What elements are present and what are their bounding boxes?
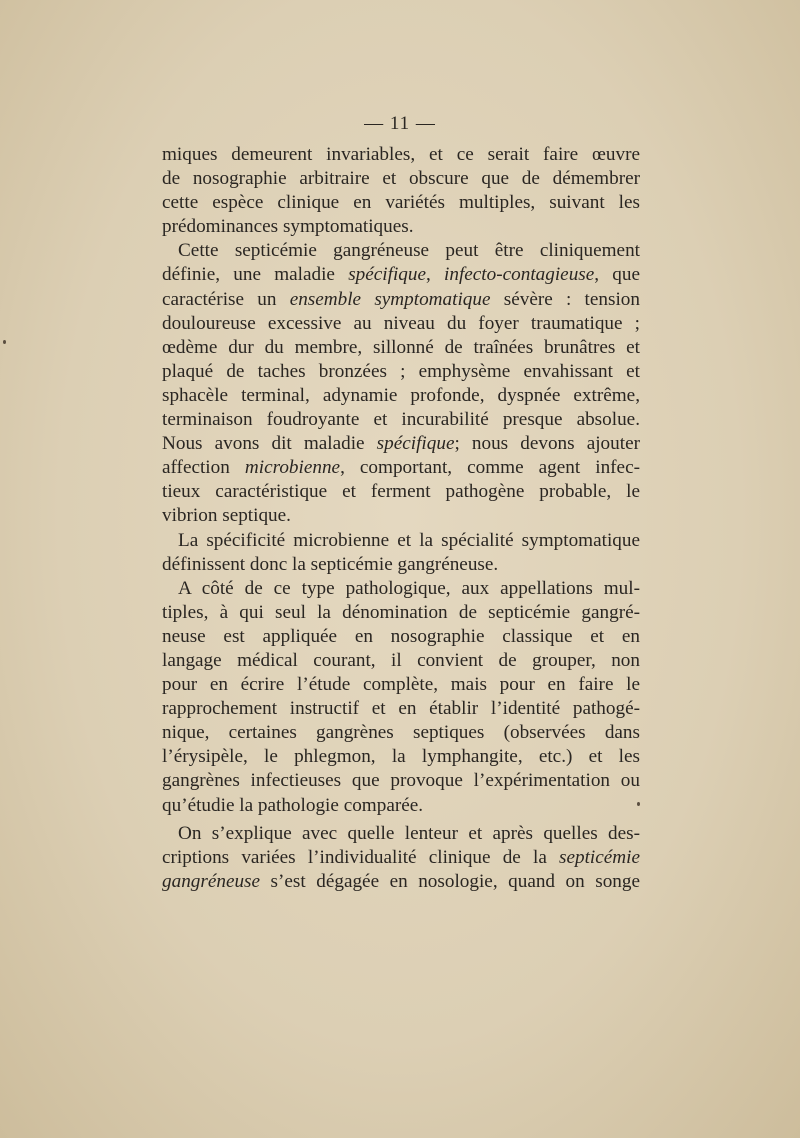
italic-term: septicémie <box>559 847 640 869</box>
text-line <box>162 553 640 577</box>
text-segment: caractérise un <box>162 288 290 310</box>
text-segment: ; nous devons ajouter <box>454 433 640 455</box>
text-segment: définie, une maladie <box>162 264 349 286</box>
text-line <box>162 577 640 601</box>
print-speck <box>637 802 640 806</box>
text-line <box>162 191 640 215</box>
text-line <box>162 143 640 167</box>
text-segment: terminaison foudroyante et incurabilité presque absolue. <box>162 409 640 431</box>
text-segment: pour en écrire l’étude complète, mais pour en faire le <box>162 674 640 696</box>
text-line <box>162 215 640 239</box>
italic-term: infecto-contagieuse <box>444 264 595 286</box>
text-segment: vibrion septique. <box>162 505 291 527</box>
text-segment: sévère : tension <box>490 288 640 310</box>
text-line <box>162 625 640 649</box>
text-line <box>162 721 640 745</box>
text-line <box>162 312 640 336</box>
text-segment: , que <box>594 264 640 286</box>
text-line <box>162 336 640 360</box>
text-segment: douloureuse excessive au niveau du foyer traumatique ; <box>162 312 640 334</box>
text-line <box>162 529 640 553</box>
text-segment: prédominances symptomatiques. <box>162 216 414 238</box>
text-line <box>162 769 640 793</box>
body-text-main <box>162 143 640 818</box>
text-segment: cette espèce clinique en variétés multiples, suivant les <box>162 192 640 214</box>
text-line <box>162 167 640 191</box>
text-segment: miques demeurent invariables, et ce serait faire œuvre <box>162 144 640 165</box>
text-line <box>162 384 640 408</box>
text-segment: La spécificité microbienne et la spécialité symptomatique <box>178 529 640 551</box>
print-speck <box>3 340 6 344</box>
text-segment: de nosographie arbitraire et obscure que de démembrer <box>162 168 640 190</box>
text-line <box>162 697 640 721</box>
text-segment: A côté de ce type pathologique, aux appellations mul- <box>178 577 640 599</box>
text-line <box>162 794 640 818</box>
text-segment: , <box>425 264 445 286</box>
text-line <box>162 822 640 846</box>
text-line <box>162 408 640 432</box>
text-line <box>162 601 640 625</box>
text-segment: rapprochement instructif et en établir l’identité pathogé- <box>162 698 640 720</box>
text-segment: définissent donc la septicémie gangréneuse. <box>162 553 499 575</box>
page-number: — 11 — <box>364 113 436 134</box>
italic-term: spécifique <box>376 433 455 455</box>
text-line <box>162 745 640 769</box>
text-segment: neuse est appliquée en nosographie classique et en <box>162 625 640 647</box>
text-segment: , comportant, comme agent infec- <box>340 457 640 479</box>
text-line <box>162 288 640 312</box>
text-segment: tieux caractéristique et ferment pathogène probable, le <box>162 481 640 503</box>
italic-term: spécifique <box>348 264 426 286</box>
text-segment: sphacèle terminal, adynamie profonde, dyspnée extrême, <box>162 384 640 406</box>
text-line <box>162 432 640 456</box>
text-line <box>162 846 640 870</box>
text-segment: l’érysipèle, le phlegmon, la lymphangite, etc.) et les <box>162 746 640 768</box>
text-line <box>162 263 640 287</box>
text-segment: tiples, à qui seul la dénomination de septicémie gangré- <box>162 601 640 623</box>
text-segment: plaqué de taches bronzées ; emphysème envahissant et <box>162 360 640 382</box>
text-segment: s’est dégagée en nosologie, quand on songe <box>260 871 640 893</box>
text-line <box>162 239 640 263</box>
body-text-continuation <box>162 822 640 894</box>
text-segment: affection <box>162 457 245 479</box>
text-segment: qu’étudie la pathologie comparée. <box>162 794 424 816</box>
text-line <box>162 360 640 384</box>
text-line <box>162 480 640 504</box>
text-line <box>162 504 640 528</box>
text-segment: nique, certaines gangrènes septiques (observées dans <box>162 722 640 744</box>
text-segment: gangrènes infectieuses que provoque l’expérimentation ou <box>162 770 640 792</box>
text-segment: criptions variées l’individualité clinique de la <box>162 847 560 869</box>
text-segment: On s’explique avec quelle lenteur et après quelles des- <box>178 823 640 844</box>
text-segment: langage médical courant, il convient de grouper, non <box>162 649 640 671</box>
text-line <box>162 673 640 697</box>
italic-term: gangréneuse <box>162 871 261 893</box>
text-segment: Cette septicémie gangréneuse peut être cliniquement <box>178 240 640 262</box>
text-line <box>162 870 640 894</box>
text-segment: Nous avons dit maladie <box>162 433 377 455</box>
italic-term: microbienne <box>244 457 341 479</box>
text-line <box>162 456 640 480</box>
text-line <box>162 649 640 673</box>
text-segment: œdème dur du membre, sillonné de traînées brunâtres et <box>162 336 640 358</box>
italic-term: ensemble symptomatique <box>289 288 491 310</box>
